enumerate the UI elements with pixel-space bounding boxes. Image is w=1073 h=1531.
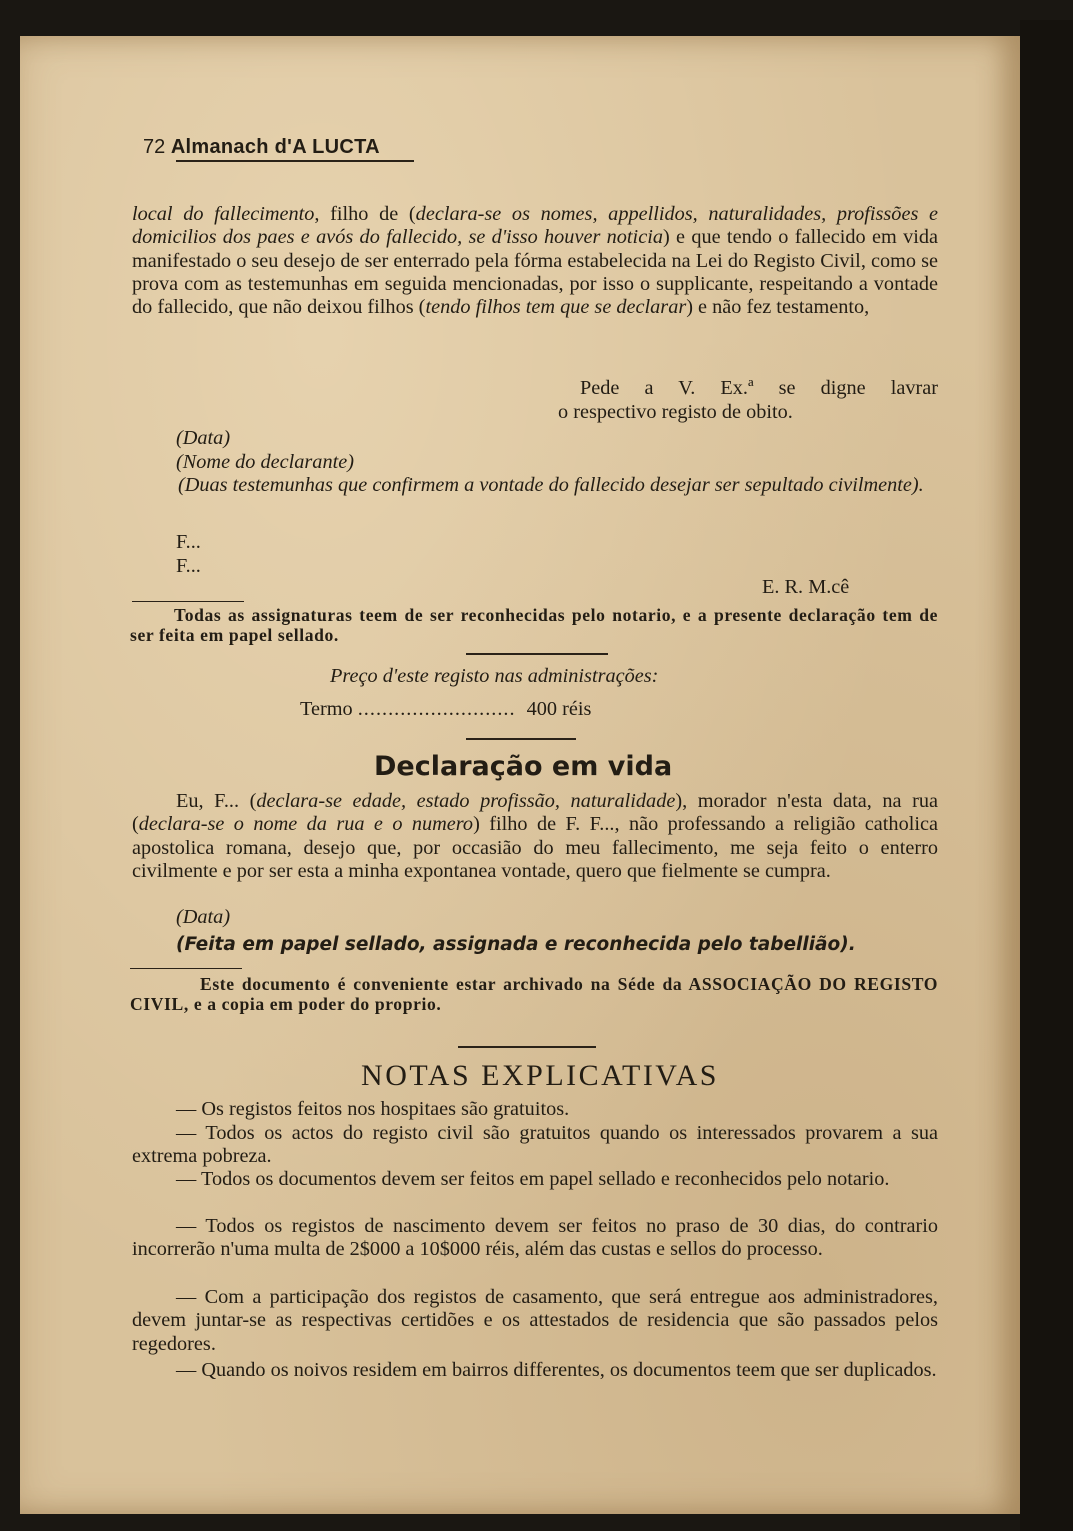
witnesses-instruction: (Duas testemunhas que confirmem a vontade do fallecido desejar ser sepultado civilmente). — [178, 474, 924, 496]
text: Eu, F... ( — [176, 790, 257, 812]
price-value: 400 réis — [526, 698, 592, 720]
section-heading-declaracao: Declaração em vida — [374, 751, 673, 782]
italic-text: local do fallecimento — [132, 203, 315, 225]
closing-formula: E. R. M.cê — [762, 576, 850, 598]
section-heading-notas: NOTAS EXPLICATIVAS — [361, 1059, 719, 1092]
italic-text: declara-se os nomes, appellidos, naturalidades, profissões e domicilios dos paes e avós do fallecido, se d'isso houver noticia — [132, 203, 938, 249]
page-number: 72 — [143, 136, 166, 158]
witness-1: F... — [176, 531, 201, 553]
text: ) e não fez testamento, — [686, 296, 870, 319]
note-item-2: — Todos os actos do registo civil são gratuitos quando os interessados provarem a sua extrema pobreza. — [132, 1122, 938, 1168]
italic-text: tendo filhos tem que se declarar — [425, 296, 687, 319]
separator — [466, 653, 608, 655]
text: , filho de ( — [314, 203, 416, 225]
petition-line-2: o respectivo registo de obito. — [558, 401, 793, 423]
italic-text: declara-se edade, estado profissão, naturalidade — [256, 790, 676, 812]
signatures-note: Todas as assignaturas teem de ser reconhecidas pelo notario, e a presente declaração tem de ser feita em papel sellado. — [130, 605, 938, 645]
text: ) e que tendo o fallecido em vida manifestado o seu desejo de ser enterrado pela fórma estabelecida na Lei do Registo Civil, como se prova com as testemunhas em seguida mencionadas, por isso o supplicante, respeitando a vontade do fallecido, que não deixou filhos ( — [132, 226, 938, 319]
declaracao-instruction: (Feita em papel sellado, assignada e reconhecida pelo tabellião). — [176, 934, 856, 955]
text: ), morador n'esta data, na rua ( — [132, 790, 938, 836]
running-title: Almanach d'A LUCTA — [170, 136, 380, 158]
italic-text: declara-se o nome da rua e o numero — [138, 813, 474, 836]
note-item-5: — Com a participação dos registos de casamento, que será entregue aos administradores, devem juntar-se as respectivas certidões e os attestados de residencia que são passados pelos regedores. — [132, 1286, 938, 1355]
page-header — [143, 136, 380, 159]
request-paragraph — [132, 203, 938, 319]
price-leader-dots: .......................... — [357, 698, 516, 720]
price-row — [300, 698, 780, 721]
adjacent-page-edge — [1020, 20, 1073, 1531]
separator-short — [130, 968, 242, 969]
price-label: Preço d'este registo nas administrações: — [330, 665, 659, 687]
separator — [466, 738, 576, 740]
declaracao-paragraph — [132, 790, 938, 883]
petition-line-1: Pede a V. Ex.ª se digne lavrar — [580, 377, 938, 399]
separator-short — [132, 601, 244, 602]
archive-note: Este documento é conveniente estar archivado na Séde da ASSOCIAÇÃO DO REGISTO CIVIL, e a copia em poder do proprio. — [130, 974, 938, 1014]
note-item-6: — Quando os noivos residem em bairros differentes, os documentos teem que ser duplicados. — [176, 1359, 937, 1381]
text: ) filho de F. F..., não professando a religião catholica apostolica romana, desejo que, por occasião do meu fallecimento, me seja feito o enterro civilmente e por ser esta a minha expontanea vontade, quero que fielmente se cumpra. — [132, 813, 938, 882]
declarant-name-placeholder: (Nome do declarante) — [176, 451, 354, 473]
witness-2: F... — [176, 555, 201, 577]
price-item: Termo — [300, 698, 353, 720]
declaracao-date-placeholder: (Data) — [176, 906, 231, 928]
header-underline — [176, 160, 414, 162]
separator — [458, 1046, 596, 1048]
date-placeholder: (Data) — [176, 427, 231, 449]
note-item-4: — Todos os registos de nascimento devem ser feitos no praso de 30 dias, do contrario incorrerão n'uma multa de 2$000 a 10$000 réis, além das custas e sellos do processo. — [132, 1215, 938, 1261]
note-item-3: — Todos os documentos devem ser feitos em papel sellado e reconhecidos pelo notario. — [176, 1168, 890, 1190]
note-item-1: — Os registos feitos nos hospitaes são gratuitos. — [176, 1098, 570, 1120]
